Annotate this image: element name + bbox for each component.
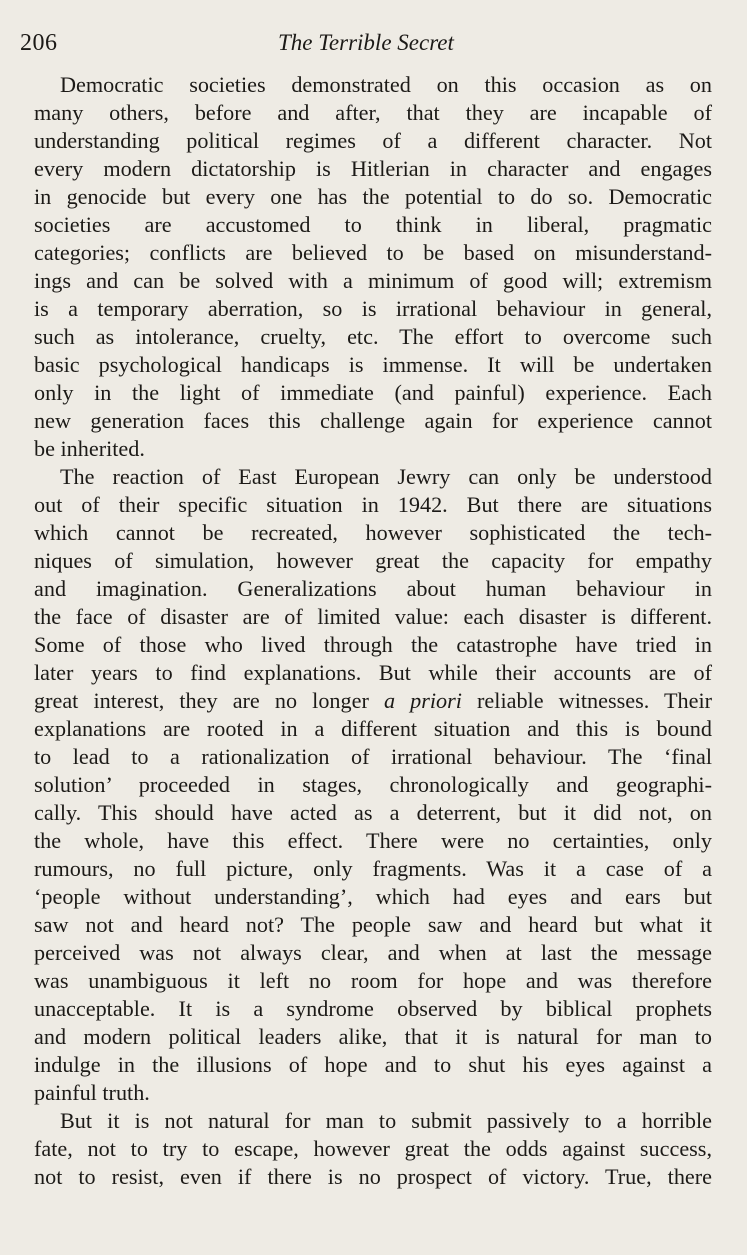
italic-phrase: a priori — [383, 688, 462, 713]
paragraph-3-line: not to resist, even if there is no prospect of victory. True, there — [34, 1164, 712, 1189]
paragraph-1-line: basic psychological handicaps is immense. It will be undertaken — [34, 352, 712, 377]
paragraph-2-line: to lead to a rationalization of irrational behaviour. The ‘final — [34, 744, 712, 769]
paragraph-2-line: was unambiguous it left no room for hope and was therefore — [34, 968, 712, 993]
paragraph-1-line: is a temporary aberration, so is irrational behaviour in general, — [34, 296, 712, 321]
paragraph-1-line: every modern dictatorship is Hitlerian in character and engages — [34, 156, 712, 181]
paragraph-2-line: rumours, no full picture, only fragments. Was it a case of a — [34, 856, 712, 881]
paragraph-2-line: indulge in the illusions of hope and to shut his eyes against a — [34, 1052, 712, 1077]
paragraph-1-line: new generation faces this challenge again for experience cannot — [34, 408, 712, 433]
paragraph-3-line: fate, not to try to escape, however great the odds against success, — [34, 1136, 712, 1161]
line-segment: reliable witnesses. Their — [477, 688, 713, 713]
paragraph-2-line: and modern political leaders alike, that it is natural for man to — [34, 1024, 712, 1049]
paragraph-2-line: which cannot be recreated, however sophisticated the tech- — [34, 520, 712, 545]
paragraph-1-line: only in the light of immediate (and painful) experience. Each — [34, 380, 712, 405]
paragraph-2-line: perceived was not always clear, and when at last the message — [34, 940, 712, 965]
paragraph-3-line: But it is not natural for man to submit passively to a horrible — [60, 1108, 712, 1133]
paragraph-1-line: understanding political regimes of a different character. Not — [34, 128, 712, 153]
paragraph-1-line: categories; conflicts are believed to be based on misunderstand- — [34, 240, 712, 265]
paragraph-2-line: the face of disaster are of limited value: each disaster is different. — [34, 604, 712, 629]
running-head — [20, 30, 717, 62]
paragraph-2-line: cally. This should have acted as a deterrent, but it did not, on — [34, 800, 712, 825]
paragraph-2-line: saw not and heard not? The people saw and heard but what it — [34, 912, 712, 937]
running-title: The Terrible Secret — [278, 30, 454, 55]
paragraph-2-line — [34, 688, 712, 714]
paragraph-2-line: Some of those who lived through the catastrophe have tried in — [34, 632, 712, 657]
paragraph-1-line: societies are accustomed to think in liberal, pragmatic — [34, 212, 712, 237]
paragraph-1-line: be inherited. — [34, 436, 145, 461]
paragraph-2-line: painful truth. — [34, 1080, 150, 1105]
paragraph-2-line: later years to find explanations. But while their accounts are of — [34, 660, 712, 685]
line-segment: great interest, they are no longer — [34, 688, 369, 713]
page-number: 206 — [20, 30, 58, 56]
paragraph-2-line: solution’ proceeded in stages, chronologically and geographi- — [34, 772, 712, 797]
paragraph-2-line: The reaction of East European Jewry can only be understood — [60, 464, 712, 489]
paragraph-1-line: ings and can be solved with a minimum of good will; extremism — [34, 268, 712, 293]
paragraph-2-line: niques of simulation, however great the capacity for empathy — [34, 548, 712, 573]
paragraph-1-line: in genocide but every one has the potential to do so. Democratic — [34, 184, 712, 209]
paragraph-2-line: out of their specific situation in 1942. But there are situations — [34, 492, 712, 517]
paragraph-2-line: ‘people without understanding’, which had eyes and ears but — [34, 884, 712, 909]
paragraph-2-line: unacceptable. It is a syndrome observed by biblical prophets — [34, 996, 712, 1021]
paragraph-1-line: many others, before and after, that they are incapable of — [34, 100, 712, 125]
paragraph-2-line: and imagination. Generalizations about human behaviour in — [34, 576, 712, 601]
paragraph-2-line: the whole, have this effect. There were no certainties, only — [34, 828, 712, 853]
paragraph-2-line: explanations are rooted in a different situation and this is bound — [34, 716, 712, 741]
paragraph-1-line: Democratic societies demonstrated on this occasion as on — [60, 72, 712, 97]
paragraph-1-line: such as intolerance, cruelty, etc. The effort to overcome such — [34, 324, 712, 349]
